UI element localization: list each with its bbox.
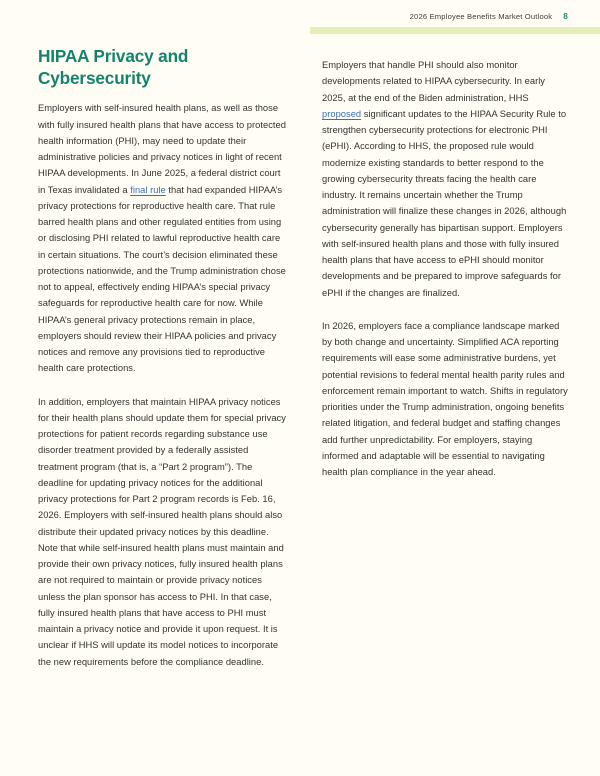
right-paragraph-1-text-a: Employers that handle PHI should also monitor developments related to HIPAA cybersecurity. In early 2025, at the end of the Biden administration, HHS — [322, 60, 545, 103]
header-text-group — [410, 12, 568, 21]
page-header — [0, 0, 600, 38]
left-paragraph-2: In addition, employers that maintain HIPAA privacy notices for their health plans should update them for special privacy protections for patient records regarding substance use disorder treatment provided by a federally assisted treatment program (that is, a “Part 2 program”). The deadline for updating privacy notices for the additional privacy protections for Part 2 program records is Feb. 16, 2026. Employers with self-insured health plans should also distribute their updated privacy notices by this deadline. Note that while self-insured health plans must maintain and provide their own privacy notices, fully insured health plans are not required to maintain or provide privacy notices unless the plan sponsor has access to PHI. In that case, fully insured health plans that have access to PHI must maintain a privacy notice and provide it upon request. It is unclear if HHS will update its model notices to incorporate the new requirements before the compliance deadline. — [38, 396, 286, 667]
right-column — [322, 46, 570, 670]
two-column-body — [38, 46, 570, 670]
left-paragraph-1 — [38, 100, 286, 376]
right-paragraph-1-text-b: significant updates to the HIPAA Security Rule to strengthen cybersecurity protections for electronic PHI (ePHI). According to HHS, the proposed rule would modernize existing standards to better respond to the growing cybersecurity threats facing the health care industry. It remains uncertain whether the Trump administration will finalize these changes in 2026, although cybersecurity generally has bipartisan support. Employers with self-insured health plans and those with fully insured health plans that have access to ePHI should monitor developments and be prepared to improve safeguards for ePHI if the changes are finalized. — [322, 108, 567, 298]
right-paragraph-2: In 2026, employers face a compliance landscape marked by both change and uncertainty. Simplified ACA reporting requirements will ease some administrative burdens, yet potential revisions to federal mental health parity rules and enforcement remain important to watch. Shifts in regulatory priorities under the Trump administration, ongoing benefits related litigation, and federal budget and staffing changes add further unpredictability. For employers, staying informed and adaptable will be essential to navigating health plan compliance in the year ahead. — [322, 320, 568, 477]
final-rule-link[interactable]: final rule — [130, 184, 166, 195]
proposed-link[interactable]: proposed — [322, 108, 362, 119]
left-column — [38, 46, 286, 670]
header-divider-rule — [310, 27, 600, 34]
left-paragraph-1-text-a: Employers with self-insured health plans, as well as those with fully insured health plans that have access to protected health information (PHI), may need to update their administrative policies and privacy notices in light of recent HIPAA developments. In June 2025, a federal district court in Texas invalidated a — [38, 103, 286, 195]
page-title: HIPAA Privacy and Cybersecurity — [38, 46, 189, 88]
document-title: 2026 Employee Benefits Market Outlook — [409, 12, 553, 21]
left-paragraph-1-text-b: that had expanded HIPAA’s privacy protections for reproductive health care. That rule barred health plans and other regulated entities from using or disclosing PHI related to lawful reproductive health care in certain situations. The court’s decision eliminated these protections nationwide, and the Trump administration chose not to appeal, effectively ending HIPAA’s special privacy safeguards for reproductive health care for now. While HIPAA’s general privacy protections remain in place, employers should review their HIPAA policies and privacy notices and remove any provisions tied to reproductive health care protections. — [38, 184, 286, 374]
page-number: 8 — [563, 12, 568, 21]
right-paragraph-1 — [322, 57, 570, 301]
